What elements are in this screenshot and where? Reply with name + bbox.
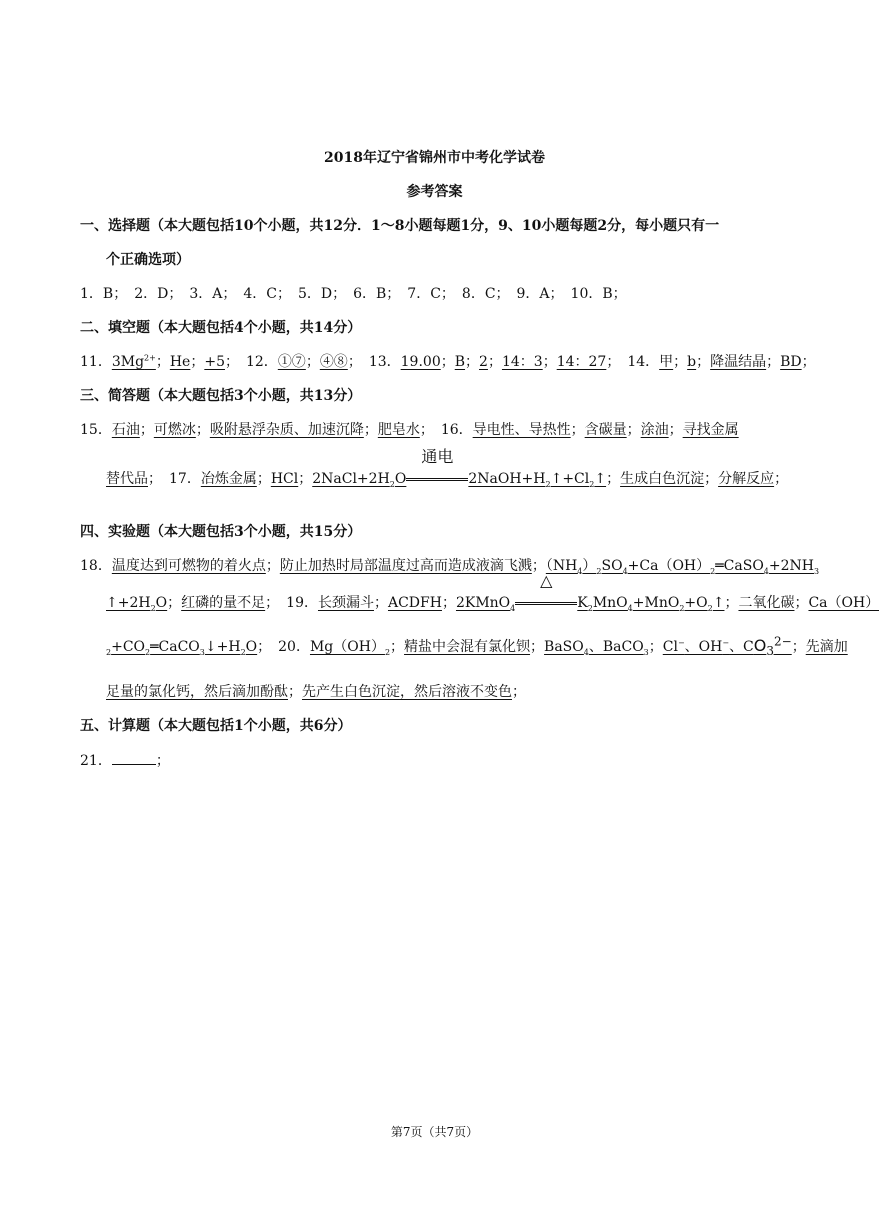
section-1-answers: 1．B； 2．D； 3．A； 4．C； 5．D； 6．B； 7．C； 8．C； 9．A； 10．B； (80, 286, 627, 302)
section-2-heading: 二、填空题（本大题包括4个小题，共14分） (80, 320, 362, 336)
q13-answer-c: 2 (479, 354, 488, 370)
q19-20-line: $_2+CO_2═CaCO_3↓+H_2O$； 20．$Mg(OH)_2$；精盐中会混有氯化钡；BaSO$_4$、BaCO$_3$；Cl−、OH−、$CO_3^{2-}$；先滴加 (106, 634, 848, 658)
q17-answer-b: HCl (270, 471, 299, 487)
q21-blank (112, 750, 156, 765)
q19-answer-d: Ca（OH） (808, 595, 879, 611)
q11-14-line: 11．$3Mg^{2+}$；He；+5； 12．①⑦；④⑧； 13．19.00；B；2；14：3；14：27； 14．甲；b；降温结晶；BD； (80, 353, 816, 370)
q16-answer-a: 导电性、导热性 (472, 422, 571, 438)
q20-line-2: 足量的氯化钙，然后滴加酚酞；先产生白色沉淀，然后溶液不变色； (106, 684, 526, 700)
q13-number: 13． (368, 354, 401, 370)
q12-answer-b: ④⑧ (319, 354, 348, 370)
q11-answer-b: He (169, 354, 191, 370)
q13-answer-a: 19.00 (400, 354, 441, 370)
q16-17-line: 替代品； 17．冶炼金属；HCl；$2NaCl+2H_2O$ 通电 $2NaOH+H_2↑+Cl_2↑$；生成白色沉淀；分解反应； (106, 447, 789, 489)
q12-answer-a: ①⑦ (277, 354, 306, 370)
q18-answer-b: 防止加热时局部温度过高而造成液滴飞溅 (279, 558, 532, 574)
q17-answer-d: 分解反应 (718, 471, 775, 487)
q16-answer-d-cont: 替代品 (106, 471, 148, 487)
q20-answer-b: 精盐中会混有氯化钡 (404, 639, 531, 655)
q14-number: 14． (627, 354, 660, 370)
q20-answer-e: 先滴加 (805, 639, 848, 655)
q14-answer-a: 甲 (659, 354, 674, 370)
q11-answer-c: +5 (204, 354, 225, 370)
page-footer: 第7页（共7页） (390, 1125, 479, 1139)
q20-answer-e-cont: 足量的氯化钙，然后滴加酚酞 (106, 684, 288, 700)
q11-number: 11． (80, 354, 112, 370)
page-subtitle: 参考答案 (406, 184, 463, 200)
q16-number: 16． (440, 422, 473, 438)
q20-number: 20． (278, 639, 310, 655)
q14-answer-b: b (687, 354, 697, 370)
q17-equation: $2NaCl+2H_2O$ 通电 $2NaOH+H_2↑+Cl_2↑$ (312, 447, 607, 489)
q19-condition: △ (540, 571, 553, 590)
q18-equation-cont: $↑+2H_2O$ (106, 595, 168, 613)
q19-answer-c: 二氧化碳 (738, 595, 795, 611)
q15-answer-b: 可燃冰 (153, 422, 196, 438)
page-title: 2018年辽宁省锦州市中考化学试卷 (324, 150, 545, 166)
q18-19-line: $↑+2H_2O$；红磷的量不足； 19．长颈漏斗；ACDFH；2KMnO$_4$ △ $K_2MnO_4+MnO_2+O_2↑$；二氧化碳；Ca（OH） (106, 571, 879, 613)
section-3-heading: 三、简答题（本大题包括3个小题，共13分） (80, 388, 362, 404)
q13-answer-d: 14：3 (501, 354, 543, 370)
q19-answer-d-cont: $_2+CO_2═CaCO_3↓+H_2O$ (106, 639, 258, 657)
q19-answer-a: 长颈漏斗 (317, 595, 374, 611)
q19-answer-b: ACDFH (387, 595, 442, 611)
section-5-heading: 五、计算题（本大题包括1个小题，共6分） (80, 718, 352, 734)
q17-answer-a: 冶炼金属 (200, 471, 257, 487)
q18-number: 18． (80, 558, 112, 574)
q18-answer-a: 温度达到可燃物的着火点 (111, 558, 266, 574)
q11-answer-a: $3Mg^{2+}$ (111, 353, 156, 370)
q21-line: 21． ； (80, 750, 170, 771)
q16-answer-b: 含碳量 (584, 422, 627, 438)
q13-answer-e: 14：27 (556, 354, 607, 370)
section-1-heading: 一、选择题（本大题包括10个小题，共12分．1～8小题每题1分，9、10小题每题2分，每小题只有一 (80, 218, 720, 234)
q17-number: 17． (169, 471, 201, 487)
q17-answer-c: 生成白色沉淀 (620, 471, 705, 487)
q16-answer-d: 寻找金属 (682, 422, 739, 438)
q15-16-line: 15．石油；可燃冰；吸附悬浮杂质、加速沉降；肥皂水； 16．导电性、导热性；含碳量；涂油；寻找金属 (80, 422, 739, 438)
q18-equation: $(NH_4)_2SO_4+Ca(OH)_2═CaSO_4+2NH_3$ (545, 558, 820, 576)
section-1-heading-cont: 个正确选项） (106, 252, 190, 268)
q20-answer-a: $Mg(OH)_2$ (309, 639, 391, 657)
q12-number: 12． (245, 354, 278, 370)
q20-answer-d: Cl−、OH−、$CO_3^{2-}$ (662, 634, 792, 658)
q17-condition: 通电 (421, 447, 454, 466)
q18-line-1: 18．温度达到可燃物的着火点；防止加热时局部温度过高而造成液滴飞溅；$(NH_4)_2SO_4+Ca(OH)_2═CaSO_4+2NH_3$ (80, 558, 820, 576)
q15-answer-d: 肥皂水 (377, 422, 420, 438)
q14-answer-d: BD (780, 354, 802, 370)
q18-answer-d: 红磷的量不足 (181, 595, 266, 611)
q21-number: 21． (80, 753, 112, 769)
q19-number: 19． (286, 595, 318, 611)
section-4-heading: 四、实验题（本大题包括3个小题，共15分） (80, 524, 362, 540)
q14-answer-c: 降温结晶 (710, 354, 767, 370)
q15-answer-a: 石油 (111, 422, 140, 438)
q13-answer-b: B (454, 354, 466, 370)
q15-number: 15． (80, 422, 112, 438)
q16-answer-c: 涂油 (640, 422, 669, 438)
q20-answer-f: 先产生白色沉淀，然后溶液不变色 (302, 684, 512, 700)
q15-answer-c: 吸附悬浮杂质、加速沉降 (209, 422, 364, 438)
q20-answer-c: BaSO$_4$、BaCO$_3$ (544, 639, 649, 657)
q19-equation: 2KMnO$_4$ △ $K_2MnO_4+MnO_2+O_2↑$ (455, 571, 725, 613)
